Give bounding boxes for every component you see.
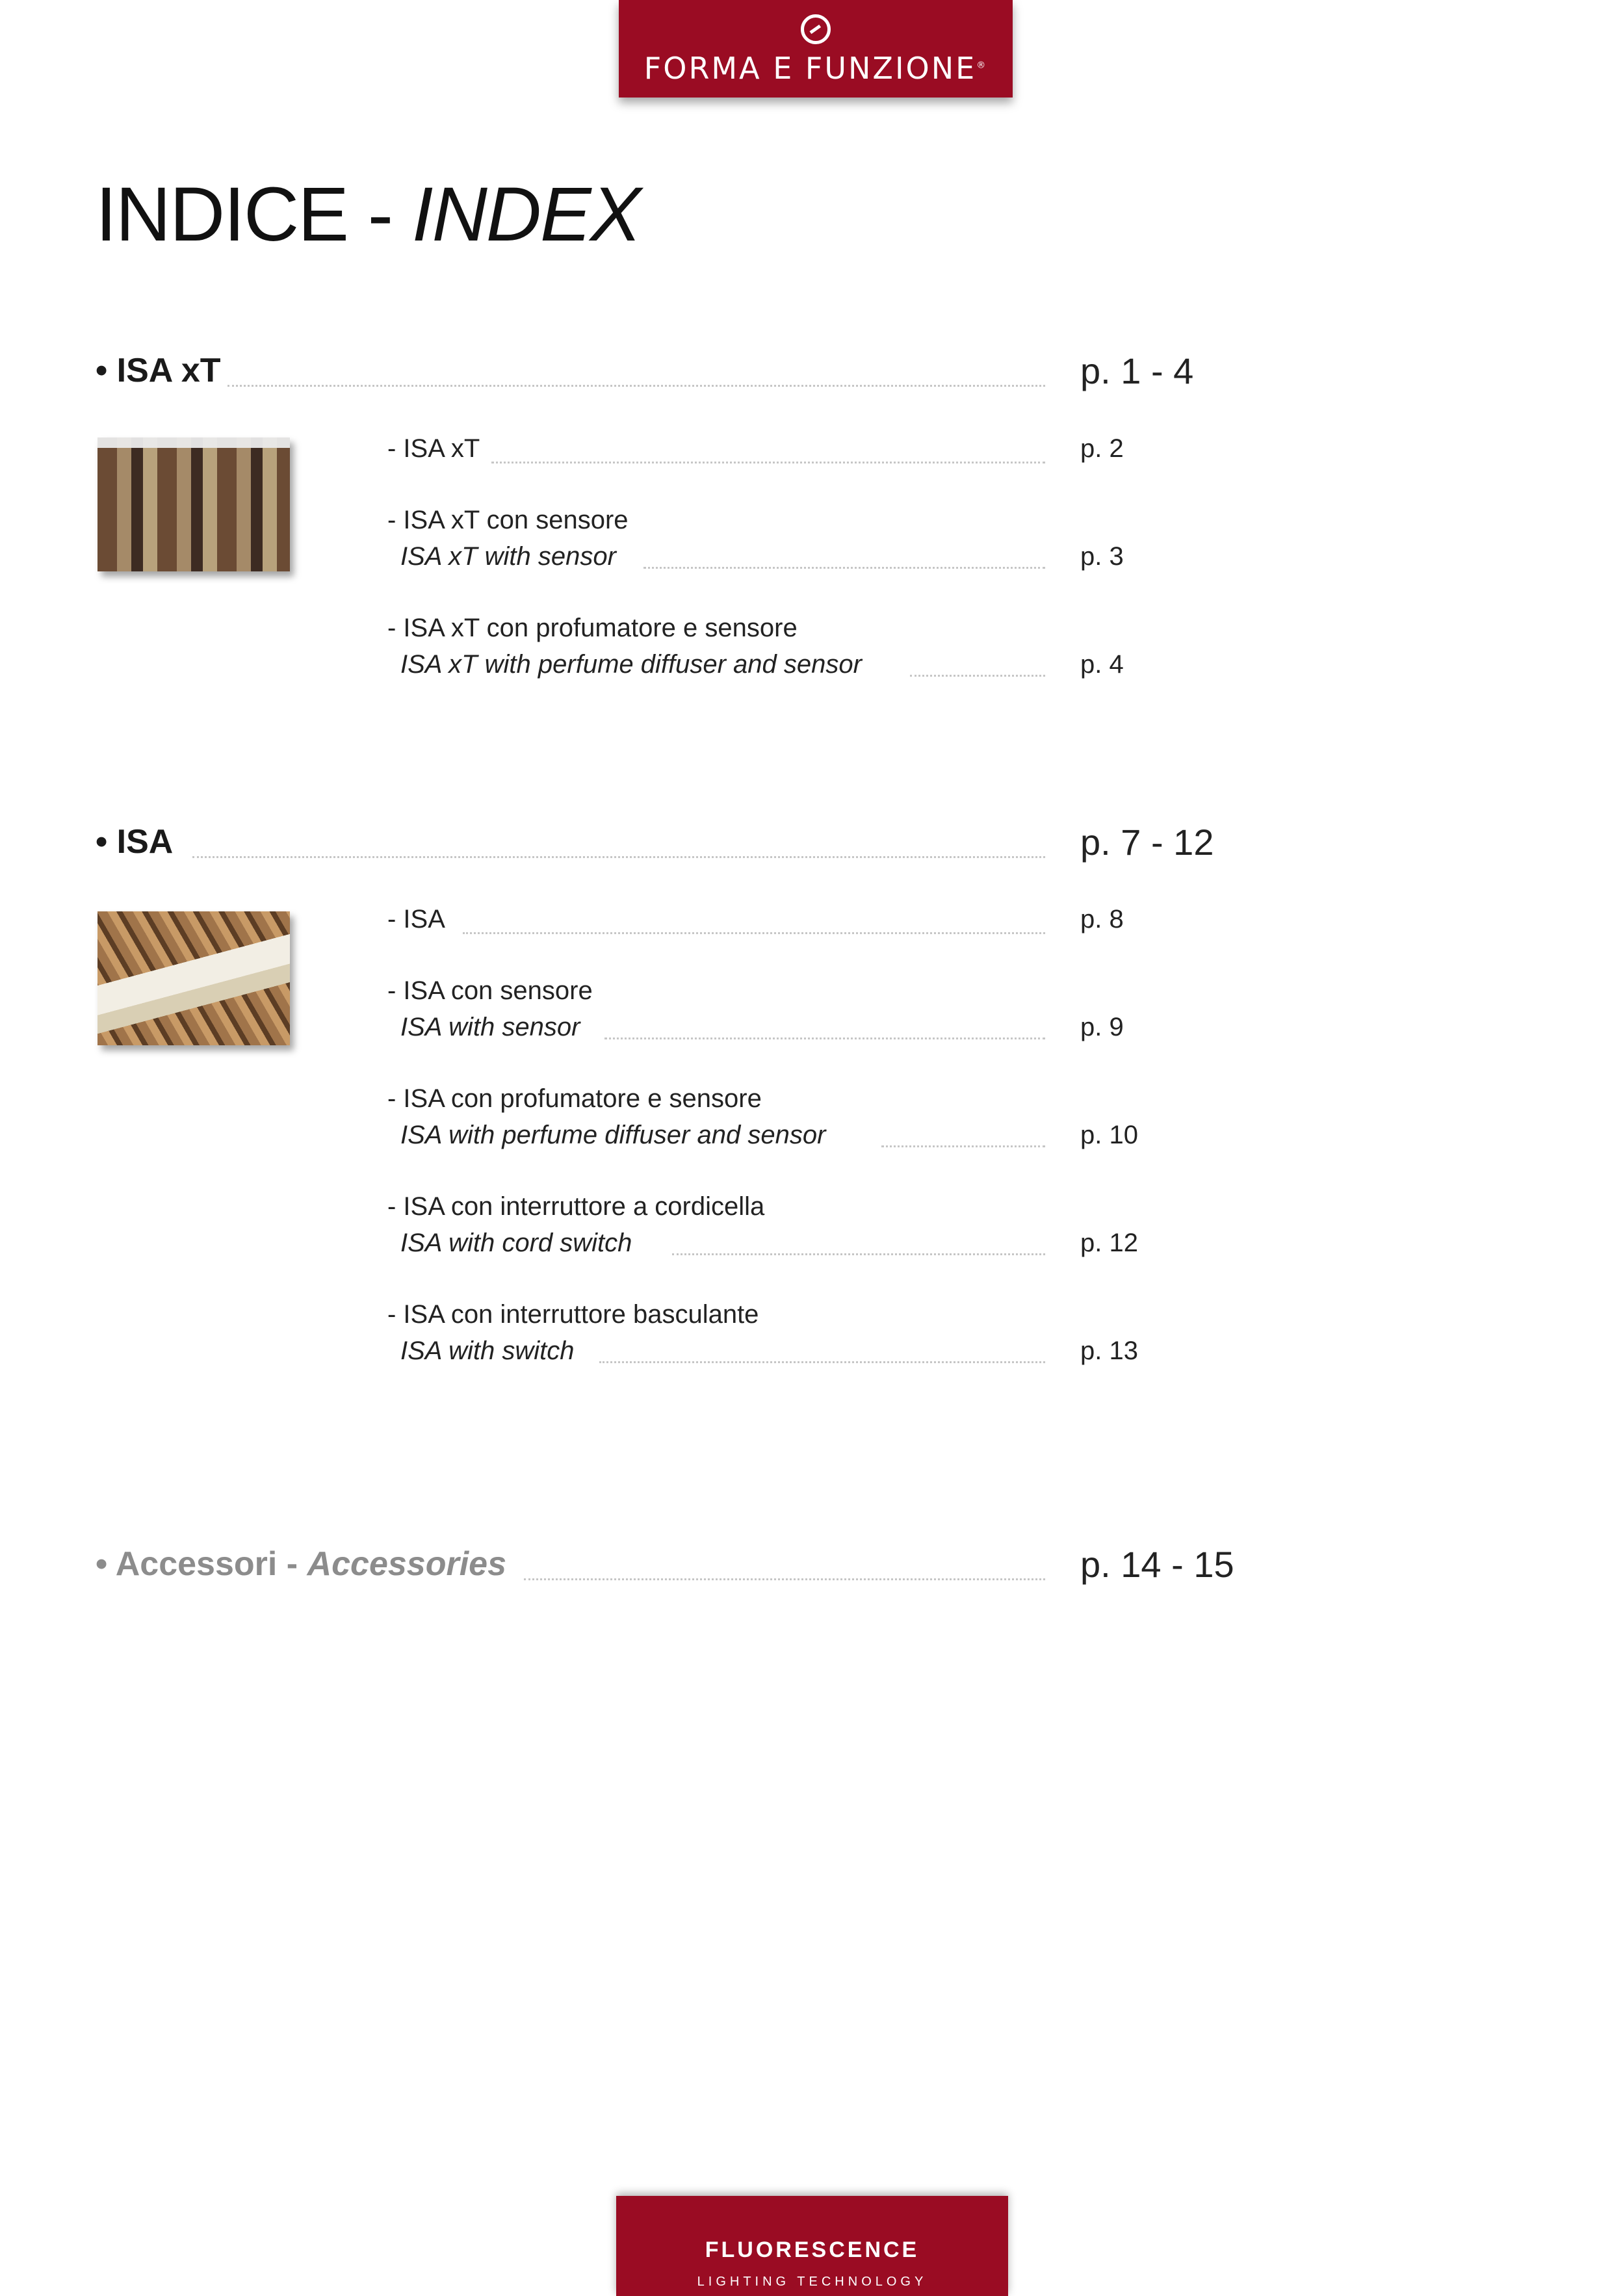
section-pages: p. 7 - 12: [1080, 822, 1214, 863]
entry-page: p. 13: [1080, 1337, 1138, 1365]
title-main: INDICE -: [96, 172, 412, 257]
leader-dots: [881, 1145, 1045, 1147]
leader-dots: [604, 1037, 1045, 1039]
entry-page: p. 9: [1080, 1013, 1124, 1041]
accessories-label: • Accessori - Accessories: [96, 1545, 506, 1583]
title-italic: INDEX: [411, 172, 640, 257]
entry-line-en: ISA with perfume diffuser and sensor: [400, 1121, 826, 1149]
entry-line-it: - ISA: [387, 905, 445, 933]
entry-page: p. 8: [1080, 905, 1124, 933]
entry-line-it: - ISA xT: [387, 434, 480, 463]
leader-dots: [524, 1578, 1045, 1580]
registered-mark: ®: [976, 60, 988, 71]
leader-dots: [643, 567, 1045, 569]
leader-dots: [463, 932, 1045, 934]
leader-dots: [672, 1253, 1045, 1255]
footer-brand: [616, 2196, 1008, 2296]
leader-dots: [491, 462, 1045, 463]
section-label: • ISA: [96, 823, 174, 861]
entry-page: p. 12: [1080, 1229, 1138, 1257]
brand-logo: [619, 0, 1013, 98]
brand-name: FORMA E FUNZIONE: [643, 51, 977, 86]
accessories-pages: p. 14 - 15: [1080, 1544, 1234, 1585]
section-pages: p. 1 - 4: [1080, 350, 1194, 391]
entry-line-it: - ISA con interruttore basculante: [387, 1300, 759, 1329]
entry-line-it: - ISA con profumatore e sensore: [387, 1084, 762, 1113]
leader-dots: [599, 1361, 1045, 1363]
wardrobe-photo: [97, 437, 290, 571]
entry-page: p. 3: [1080, 542, 1124, 571]
accessories-label-italic: Accessories: [307, 1545, 506, 1583]
entry-page: p. 4: [1080, 650, 1124, 679]
entry-line-it: - ISA xT con sensore: [387, 506, 629, 534]
entry-line-en: ISA with switch: [400, 1337, 575, 1365]
brand-mark-icon: [801, 14, 831, 44]
entry-line-en: ISA xT with perfume diffuser and sensor: [400, 650, 862, 679]
entry-line-en: ISA with cord switch: [400, 1229, 632, 1257]
footer-subtitle: LIGHTING TECHNOLOGY: [697, 2275, 928, 2289]
entry-line-it: - ISA xT con profumatore e sensore: [387, 614, 798, 642]
entry-line-it: - ISA con interruttore a cordicella: [387, 1192, 765, 1221]
entry-page: p. 10: [1080, 1121, 1138, 1149]
entry-line-en: ISA xT with sensor: [400, 542, 616, 571]
page-title: [96, 170, 640, 259]
entry-line-it: - ISA con sensore: [387, 976, 593, 1005]
leader-dots: [910, 675, 1045, 677]
entry-line-en: ISA with sensor: [400, 1013, 580, 1041]
leader-dots: [192, 856, 1045, 858]
shelf-photo: [97, 911, 290, 1045]
leader-dots: [227, 385, 1045, 387]
footer-title: FLUORESCENCE: [705, 2237, 920, 2262]
section-label: • ISA xT: [96, 352, 221, 389]
entry-page: p. 2: [1080, 434, 1124, 463]
